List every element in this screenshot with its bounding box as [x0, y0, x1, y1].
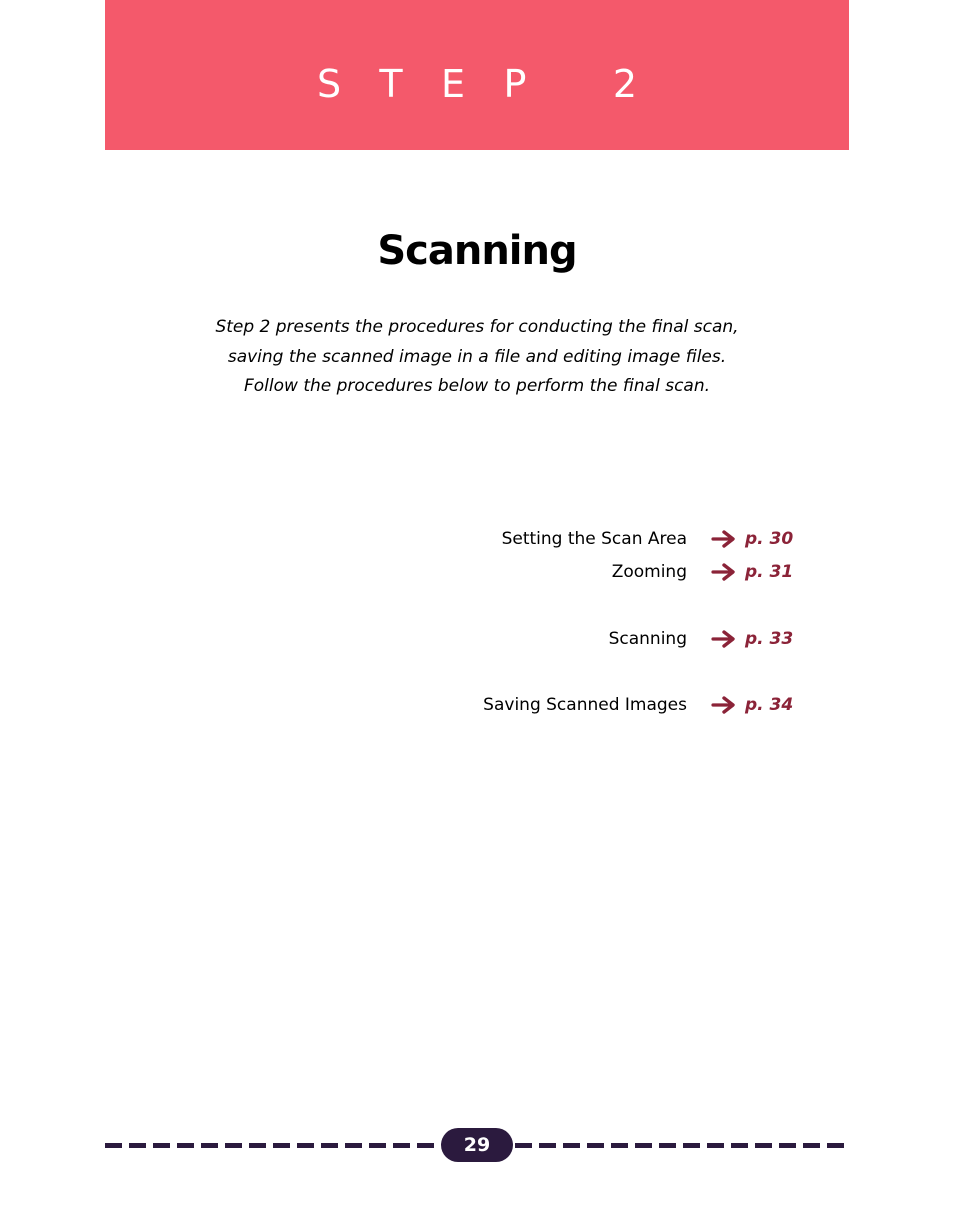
intro-line: Follow the procedures below to perform the final scan. — [243, 376, 711, 396]
page-footer — [105, 1128, 849, 1162]
toc-item-zooming[interactable] — [0, 559, 954, 585]
footer-dash-line — [105, 1143, 441, 1148]
right-arrow-icon — [711, 562, 737, 582]
toc-page-link[interactable]: p. 30 — [745, 529, 794, 549]
step-banner — [105, 0, 849, 150]
intro-line: Step 2 presents the procedures for conducting the final scan, — [215, 317, 739, 337]
toc-page-link[interactable]: p. 33 — [745, 629, 794, 649]
step-letter: P — [503, 62, 527, 106]
toc-item-scanning[interactable] — [0, 626, 954, 652]
toc-page-link[interactable]: p. 34 — [745, 695, 794, 715]
toc-item-label: Scanning — [608, 629, 687, 649]
step-number: 2 — [612, 62, 638, 106]
step-letter: T — [379, 62, 403, 106]
intro-paragraph — [0, 313, 954, 402]
footer-dash-line — [515, 1143, 849, 1148]
right-arrow-icon — [711, 629, 737, 649]
page-number-badge: 29 — [441, 1128, 513, 1162]
page-title: Scanning — [377, 228, 577, 274]
step-heading — [105, 62, 849, 106]
right-arrow-icon — [711, 695, 737, 715]
toc-item-label: Setting the Scan Area — [501, 529, 687, 549]
toc-item-saving-scanned-images[interactable] — [0, 692, 954, 718]
step-letter: S — [316, 62, 342, 106]
toc-page-link[interactable]: p. 31 — [745, 562, 794, 582]
toc-item-label: Zooming — [611, 562, 687, 582]
intro-line: saving the scanned image in a file and editing image files. — [227, 346, 727, 367]
toc-item-setting-scan-area[interactable] — [0, 526, 954, 552]
right-arrow-icon — [711, 529, 737, 549]
toc-item-label: Saving Scanned Images — [483, 695, 687, 715]
step-letter: E — [440, 62, 465, 106]
